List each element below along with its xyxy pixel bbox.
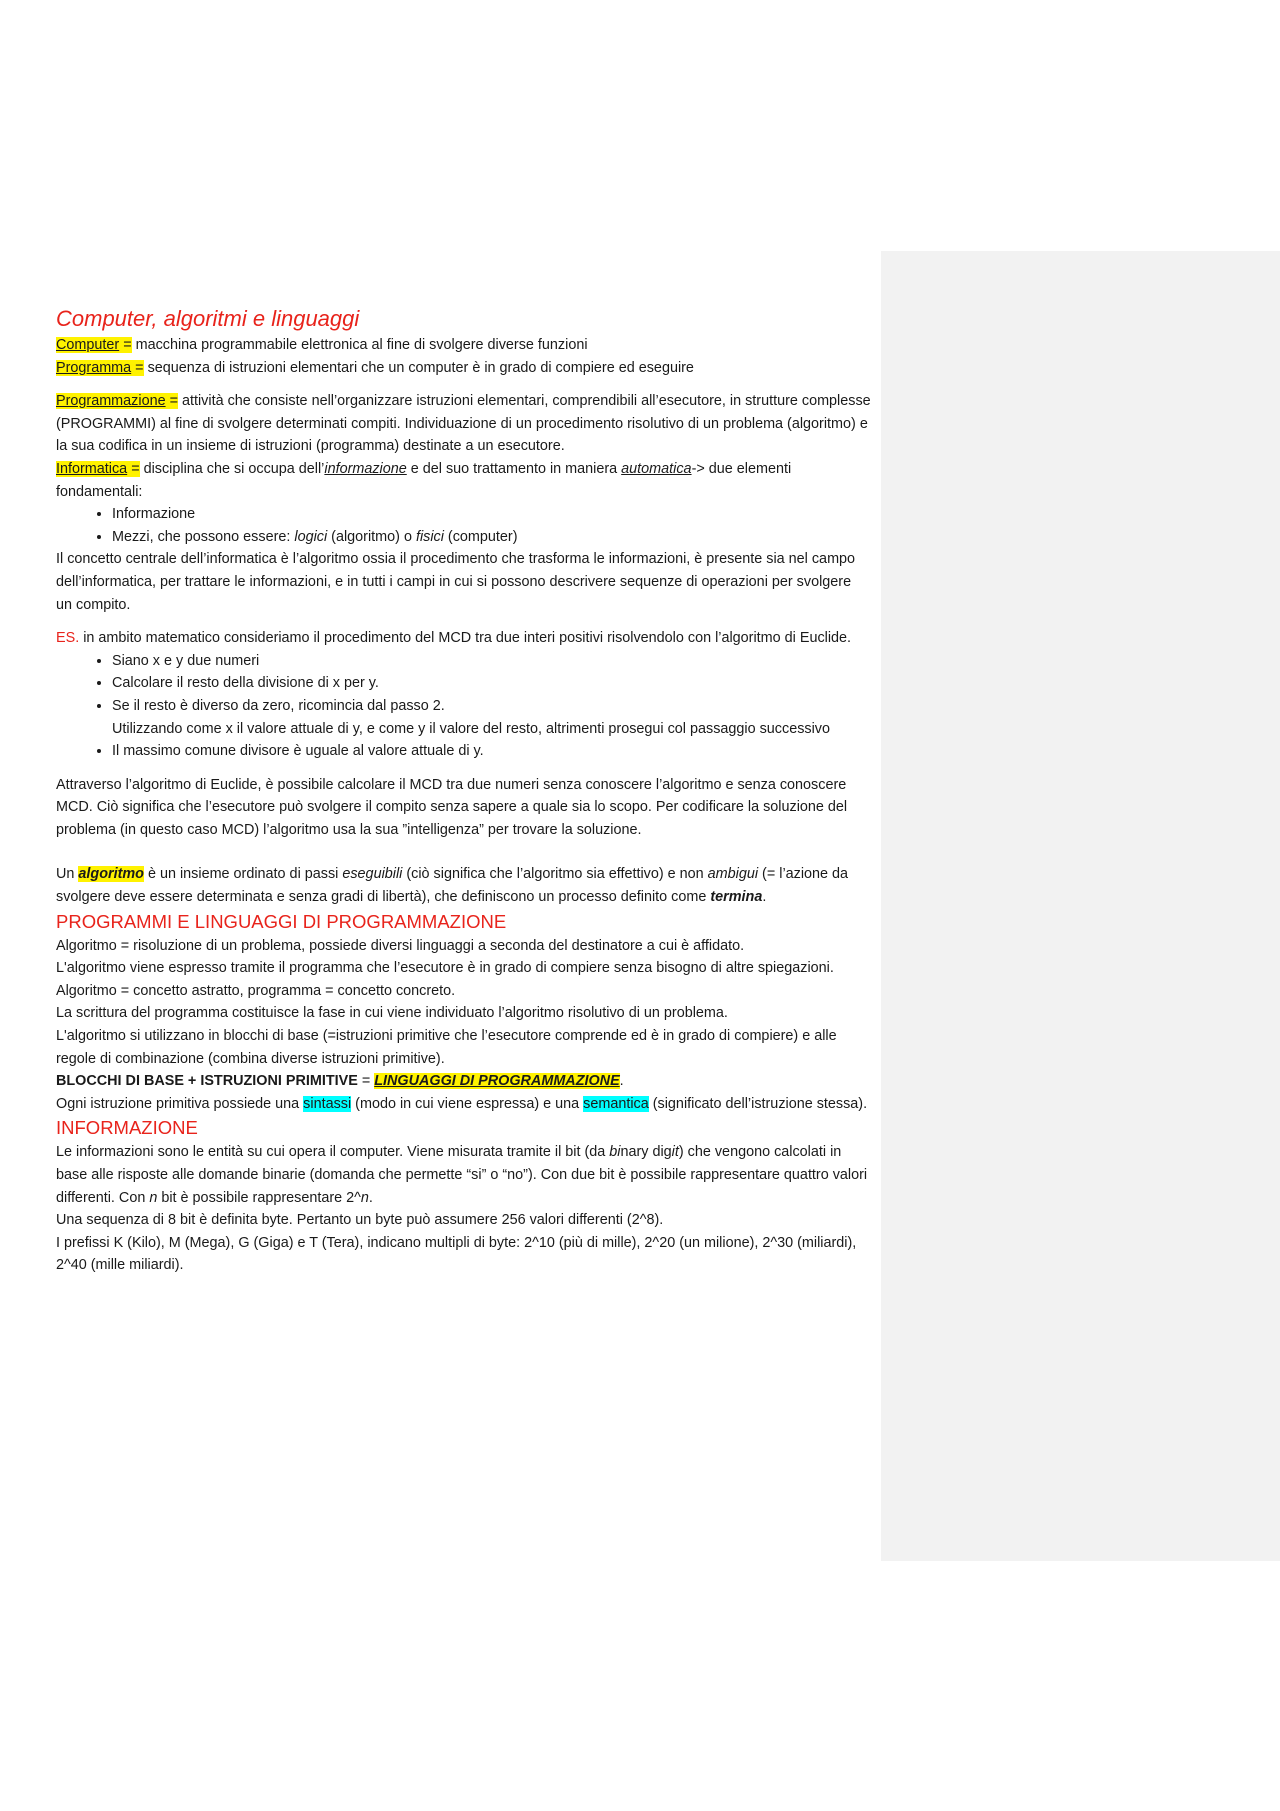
paragraph-algoritmo: Un algoritmo è un insieme ordinato di passi eseguibili (ciò significa che l’algoritmo sia effettivo) e non ambigui (= l’azione da svolgere deve essere determinata e senza gradi di libertà), che definiscono un processo definito come termina. <box>56 866 849 906</box>
heading-informazione: INFORMAZIONE <box>56 1117 198 1139</box>
list-item: • Calcolare il resto della divisione di x per y. <box>112 672 871 695</box>
line-sintassi: Ogni istruzione primitiva possiede una sintassi (modo in cui viene espressa) e una semantica (significato dell’istruzione stessa). <box>56 1095 868 1112</box>
list-item: • Siano x e y due numeri <box>112 650 871 673</box>
line: L'algoritmo viene espresso tramite il programma che l’esecutore è in grado di compiere senza bisogno di altre spiegazioni. <box>56 960 834 977</box>
line: Algoritmo = risoluzione di un problema, possiede diversi linguaggi a seconda del destinatore a cui è affidato. <box>56 937 745 954</box>
list-euclide <box>56 650 871 763</box>
def-programmazione: Programmazione = attività che consiste nell’organizzare istruzioni elementari, comprendibili all’esecutore, in strutture complesse (PROGRAMMI) al fine di svolgere determinati compiti. Individuazione di un procedimento risolutivo di un problema (algoritmo) e la sua codifica in un insieme di istruzioni (programma) destinate a un esecutore. <box>56 393 871 455</box>
line: Le informazioni sono le entità su cui opera il computer. Viene misurata tramite il bit (da binary digit) che vengono calcolati in base alle risposte alle domande binarie (domanda che permette “si” o “no”). Con due bit è possibile rappresentare quattro valori differenti. Con n bit è possibile rappresentare 2^n. <box>56 1144 868 1206</box>
def-computer: Computer = macchina programmabile elettronica al fine di svolgere diverse funzioni <box>56 337 588 353</box>
comment-pane <box>881 251 1280 1561</box>
def-informatica: Informatica = disciplina che si occupa dell’informazione e del suo trattamento in maniera automatica-> due elementi fondamentali: <box>56 460 792 500</box>
list-item: • Informazione <box>112 503 871 526</box>
line: Algoritmo = concetto astratto, programma = concetto concreto. <box>56 982 456 999</box>
list-item: • Mezzi, che possono essere: logici (algoritmo) o fisici (computer) <box>112 526 871 549</box>
list-item: • Se il resto è diverso da zero, ricomincia dal passo 2. Utilizzando come x il valore attuale di y, e come y il valore del resto, altrimenti prosegui col passaggio successivo <box>112 695 871 740</box>
term-programma: Programma = <box>56 359 144 376</box>
paragraph-euclide: Attraverso l’algoritmo di Euclide, è possibile calcolare il MCD tra due numeri senza conoscere l’algoritmo e senza conoscere MCD. Ciò significa che l’esecutore può svolgere il compito senza sapere a quale sia lo scopo. Per codificare la soluzione del problema (in questo caso MCD) l’algoritmo usa la sua ”intelligenza” per trovare la soluzione. <box>56 776 848 838</box>
paragraph-es: ES. in ambito matematico consideriamo il procedimento del MCD tra due interi positivi risolvendolo con l’algoritmo di Euclide. <box>56 630 852 647</box>
line: I prefissi K (Kilo), M (Mega), G (Giga) e T (Tera), indicano multipli di byte: 2^10 (più di mille), 2^20 (un milione), 2^30 (miliardi), 2^40 (mille miliardi). <box>56 1234 857 1274</box>
line: Una sequenza di 8 bit è definita byte. Pertanto un byte può assumere 256 valori differenti (2^8). <box>56 1212 664 1229</box>
line: La scrittura del programma costituisce la fase in cui viene individuato l’algoritmo risolutivo di un problema. <box>56 1005 728 1022</box>
line-blocchi: BLOCCHI DI BASE + ISTRUZIONI PRIMITIVE = LINGUAGGI DI PROGRAMMAZIONE. <box>56 1073 624 1090</box>
term-computer: Computer = <box>56 337 132 353</box>
term-programmazione: Programmazione = <box>56 393 178 410</box>
list-item: • Il massimo comune divisore è uguale al valore attuale di y. <box>112 740 871 763</box>
document-body <box>56 304 871 1277</box>
term-informatica: Informatica = <box>56 460 140 477</box>
heading-programmi: PROGRAMMI E LINGUAGGI DI PROGRAMMAZIONE <box>56 910 507 932</box>
line: L'algoritmo si utilizzano in blocchi di base (=istruzioni primitive che l’esecutore comprende ed è in grado di compiere) e alle regole di combinazione (combina diverse istruzioni primitive). <box>56 1028 837 1067</box>
paragraph-concetto: Il concetto centrale dell’informatica è l’algoritmo ossia il procedimento che trasforma le informazioni, è presente sia nel campo dell’informatica, per trattare le informazioni, e in tutti i campi in cui si possono descrivere sequenze di operazioni per svolgere un compito. <box>56 551 856 613</box>
page-title: Computer, algoritmi e linguaggi <box>56 306 360 331</box>
def-programma: Programma = sequenza di istruzioni elementari che un computer è in grado di compiere ed eseguire <box>56 359 694 376</box>
list-elementi <box>56 503 871 548</box>
